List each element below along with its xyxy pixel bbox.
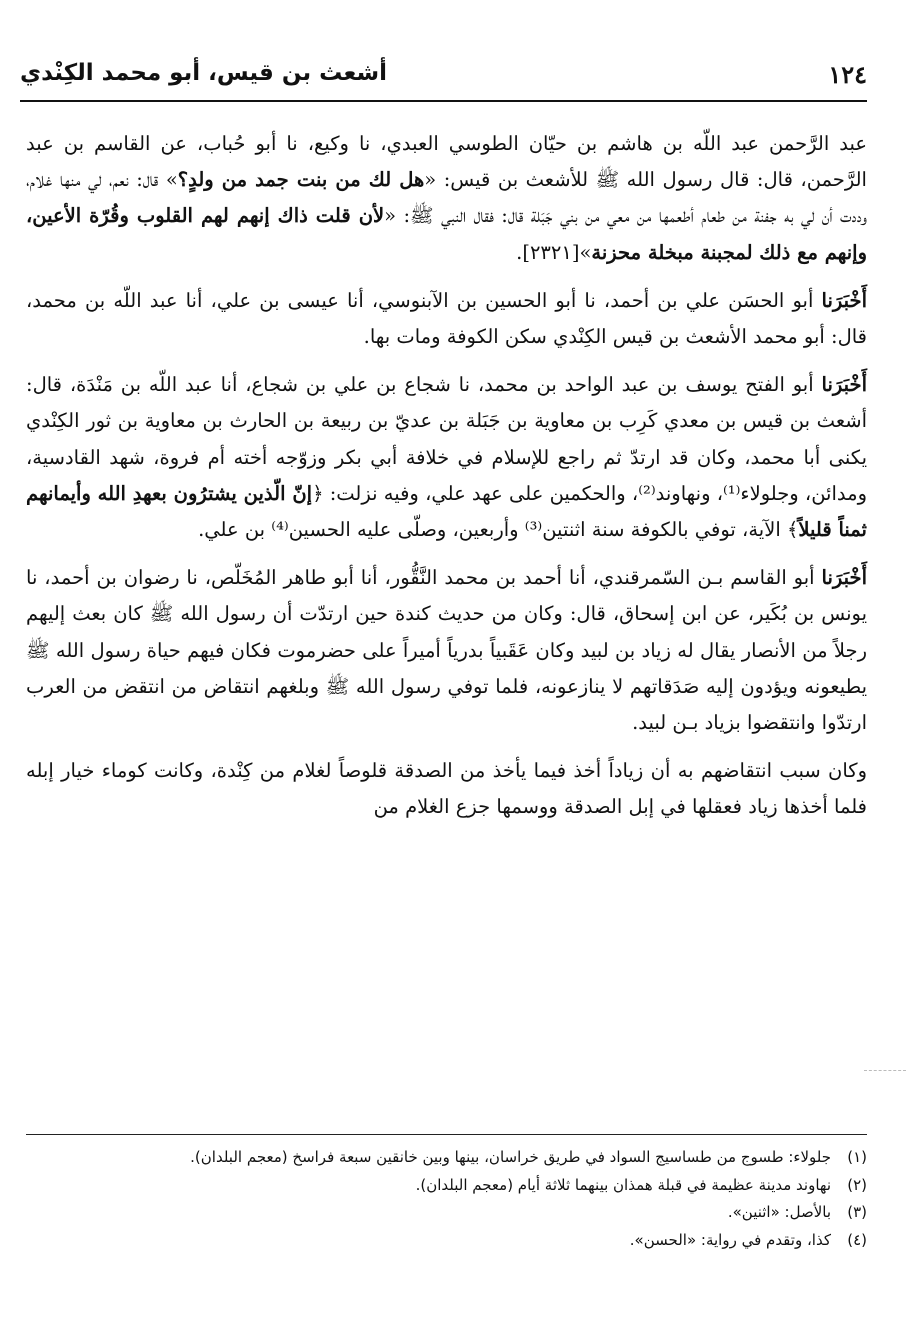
running-title: أشعث بن قيس، أبو محمد الكِنْدي bbox=[20, 60, 388, 86]
page-number: ١٢٤ bbox=[828, 60, 867, 89]
footnote bbox=[26, 1199, 867, 1227]
footnote-text: كذا، وتقدم في رواية: «الحسن». bbox=[629, 1230, 831, 1249]
footnote bbox=[26, 1227, 867, 1255]
paragraph-lead: أَخْبَرَنا bbox=[821, 566, 867, 590]
footnote-number: (٣) bbox=[847, 1203, 867, 1221]
page-header bbox=[20, 58, 867, 98]
paragraph-lead: أَخْبَرَنا bbox=[821, 288, 867, 312]
paragraph-2 bbox=[26, 283, 867, 355]
paragraph-text: أبو الفتح يوسف بن عبد الواحد بن محمد، نا شجاع بن علي بن شجاع، أنا عبد اللّه بن مَنْدَة، قال: أشعث بن قيس بن معدي كَرِب بن معاوية بن جَبَلة بن عديّ بن ربيعة بن الحارث بن معاوية بن ثور الكِنْدي يكنى أبا محمد، وكان قد ارتدّ ثم راجع للإسلام في خلافة أبي بكر وزوّجه أخته أم فروة، شهد القادسية، ومدائن، وجلولاء⁽¹⁾، ونهاوند⁽²⁾، والحكمين على عهد علي، وفيه نزلت: ﴿ bbox=[26, 373, 868, 505]
footnote bbox=[26, 1144, 867, 1172]
footnote-number: (٤) bbox=[847, 1230, 867, 1249]
paragraph-1 bbox=[26, 126, 867, 271]
paragraph-text: عبد الرَّحمن عبد اللّه بن هاشم بن حيّان الطوسي العبدي، نا وكيع، نا أبو حُباب، عن القاسم بن عبد الرَّحمن، قال: قال رسول الله ﷺ للأشعث بن قيس: « bbox=[26, 132, 867, 192]
hadith-quote: لأن قلت ذاك إنهم لهم القلوب وقُرّة الأعين، وإنهم مع ذلك لمجبنة مبخلة محزنة bbox=[26, 204, 867, 264]
paragraph-lead: أَخْبَرَنا bbox=[821, 373, 867, 397]
footnote bbox=[26, 1172, 867, 1200]
paragraph-4 bbox=[26, 560, 867, 741]
hadith-quote: هل لك من بنت جمد من ولدٍ؟ bbox=[177, 168, 425, 192]
footnote-number: (٢) bbox=[847, 1175, 867, 1194]
footnote-text: جلولاء: طسوج من طساسيج السواد في طريق خراسان، بينها وبين خانقين سبعة فراسخ (معجم البلدان). bbox=[190, 1148, 831, 1166]
footnote-number: (١) bbox=[847, 1148, 867, 1166]
paragraph-text: وكان سبب انتقاضهم به أن زياداً أخذ فيما يأخذ من الصدقة قلوصاً لغلام من كِنْدة، وكانت كوماء خيار إبله فلما أخذها زياد فعقلها في إبل الصدقة ووسمها جزع الغلام من bbox=[26, 759, 867, 819]
paragraph-text: » قال: نعم، لي منها غلام، وددت أن لي به جفنة من طعام أطعمها من معي من بني جَبَلة قال: فقال النبي ﷺ: « bbox=[26, 168, 867, 228]
paragraph-text: ﴾ الآية، توفي بالكوفة سنة اثنتين⁽³⁾ وأربعين، وصلّى عليه الحسين⁽⁴⁾ بن علي. bbox=[198, 518, 799, 542]
header-rule bbox=[20, 100, 867, 102]
footnote-text: نهاوند مدينة عظيمة في قبلة همذان بينهما ثلاثة أيام (معجم البلدان). bbox=[415, 1175, 831, 1194]
footnote-text: بالأصل: «اثنين». bbox=[727, 1203, 831, 1221]
paragraph-5 bbox=[26, 753, 867, 825]
paragraph-text: »[٢٣٢١]. bbox=[516, 240, 592, 264]
footnote-rule bbox=[26, 1134, 867, 1135]
margin-mark bbox=[864, 1070, 906, 1071]
footnotes bbox=[26, 1144, 867, 1254]
paragraph-3 bbox=[26, 367, 867, 548]
paragraph-text: أبو القاسم بـن السّمرقندي، أنا أحمد بن محمد النَّقُّور، أنا أبو طاهر المُخَلّص، نا رضوان بن أحمد، نا يونس بن بُكَير، عن ابن إسحاق، قال: وكان من حديث كندة حين ارتدّت أن رسول الله ﷺ كان بعث إليهم رجلاً من الأنصار يقال له زياد بن لبيد وكان عَقَبياً بدرياً أميراً على حضرموت فكان فيهم حياة رسول الله ﷺ يطيعونه ويؤدون إليه صَدَقاتهم لا ينازعونه، فلما توفي رسول الله ﷺ وبلغهم انتقاض من انتقض من العرب ارتدّوا وانتقضوا بزياد بـن لبيد. bbox=[26, 566, 867, 735]
quran-quote: إنّ الّذين يشترُون بعهدِ الله وأيمانهم ثمناً قليلاً bbox=[26, 481, 867, 542]
body-text bbox=[26, 126, 867, 838]
paragraph-text: أبو الحسَن علي بن أحمد، نا أبو الحسين بن الآبنوسي، أنا عيسى بن علي، أنا عبد اللّه بن محمد، قال: أبو محمد الأشعث بن قيس الكِنْدي سكن الكوفة ومات بها. bbox=[26, 288, 867, 349]
